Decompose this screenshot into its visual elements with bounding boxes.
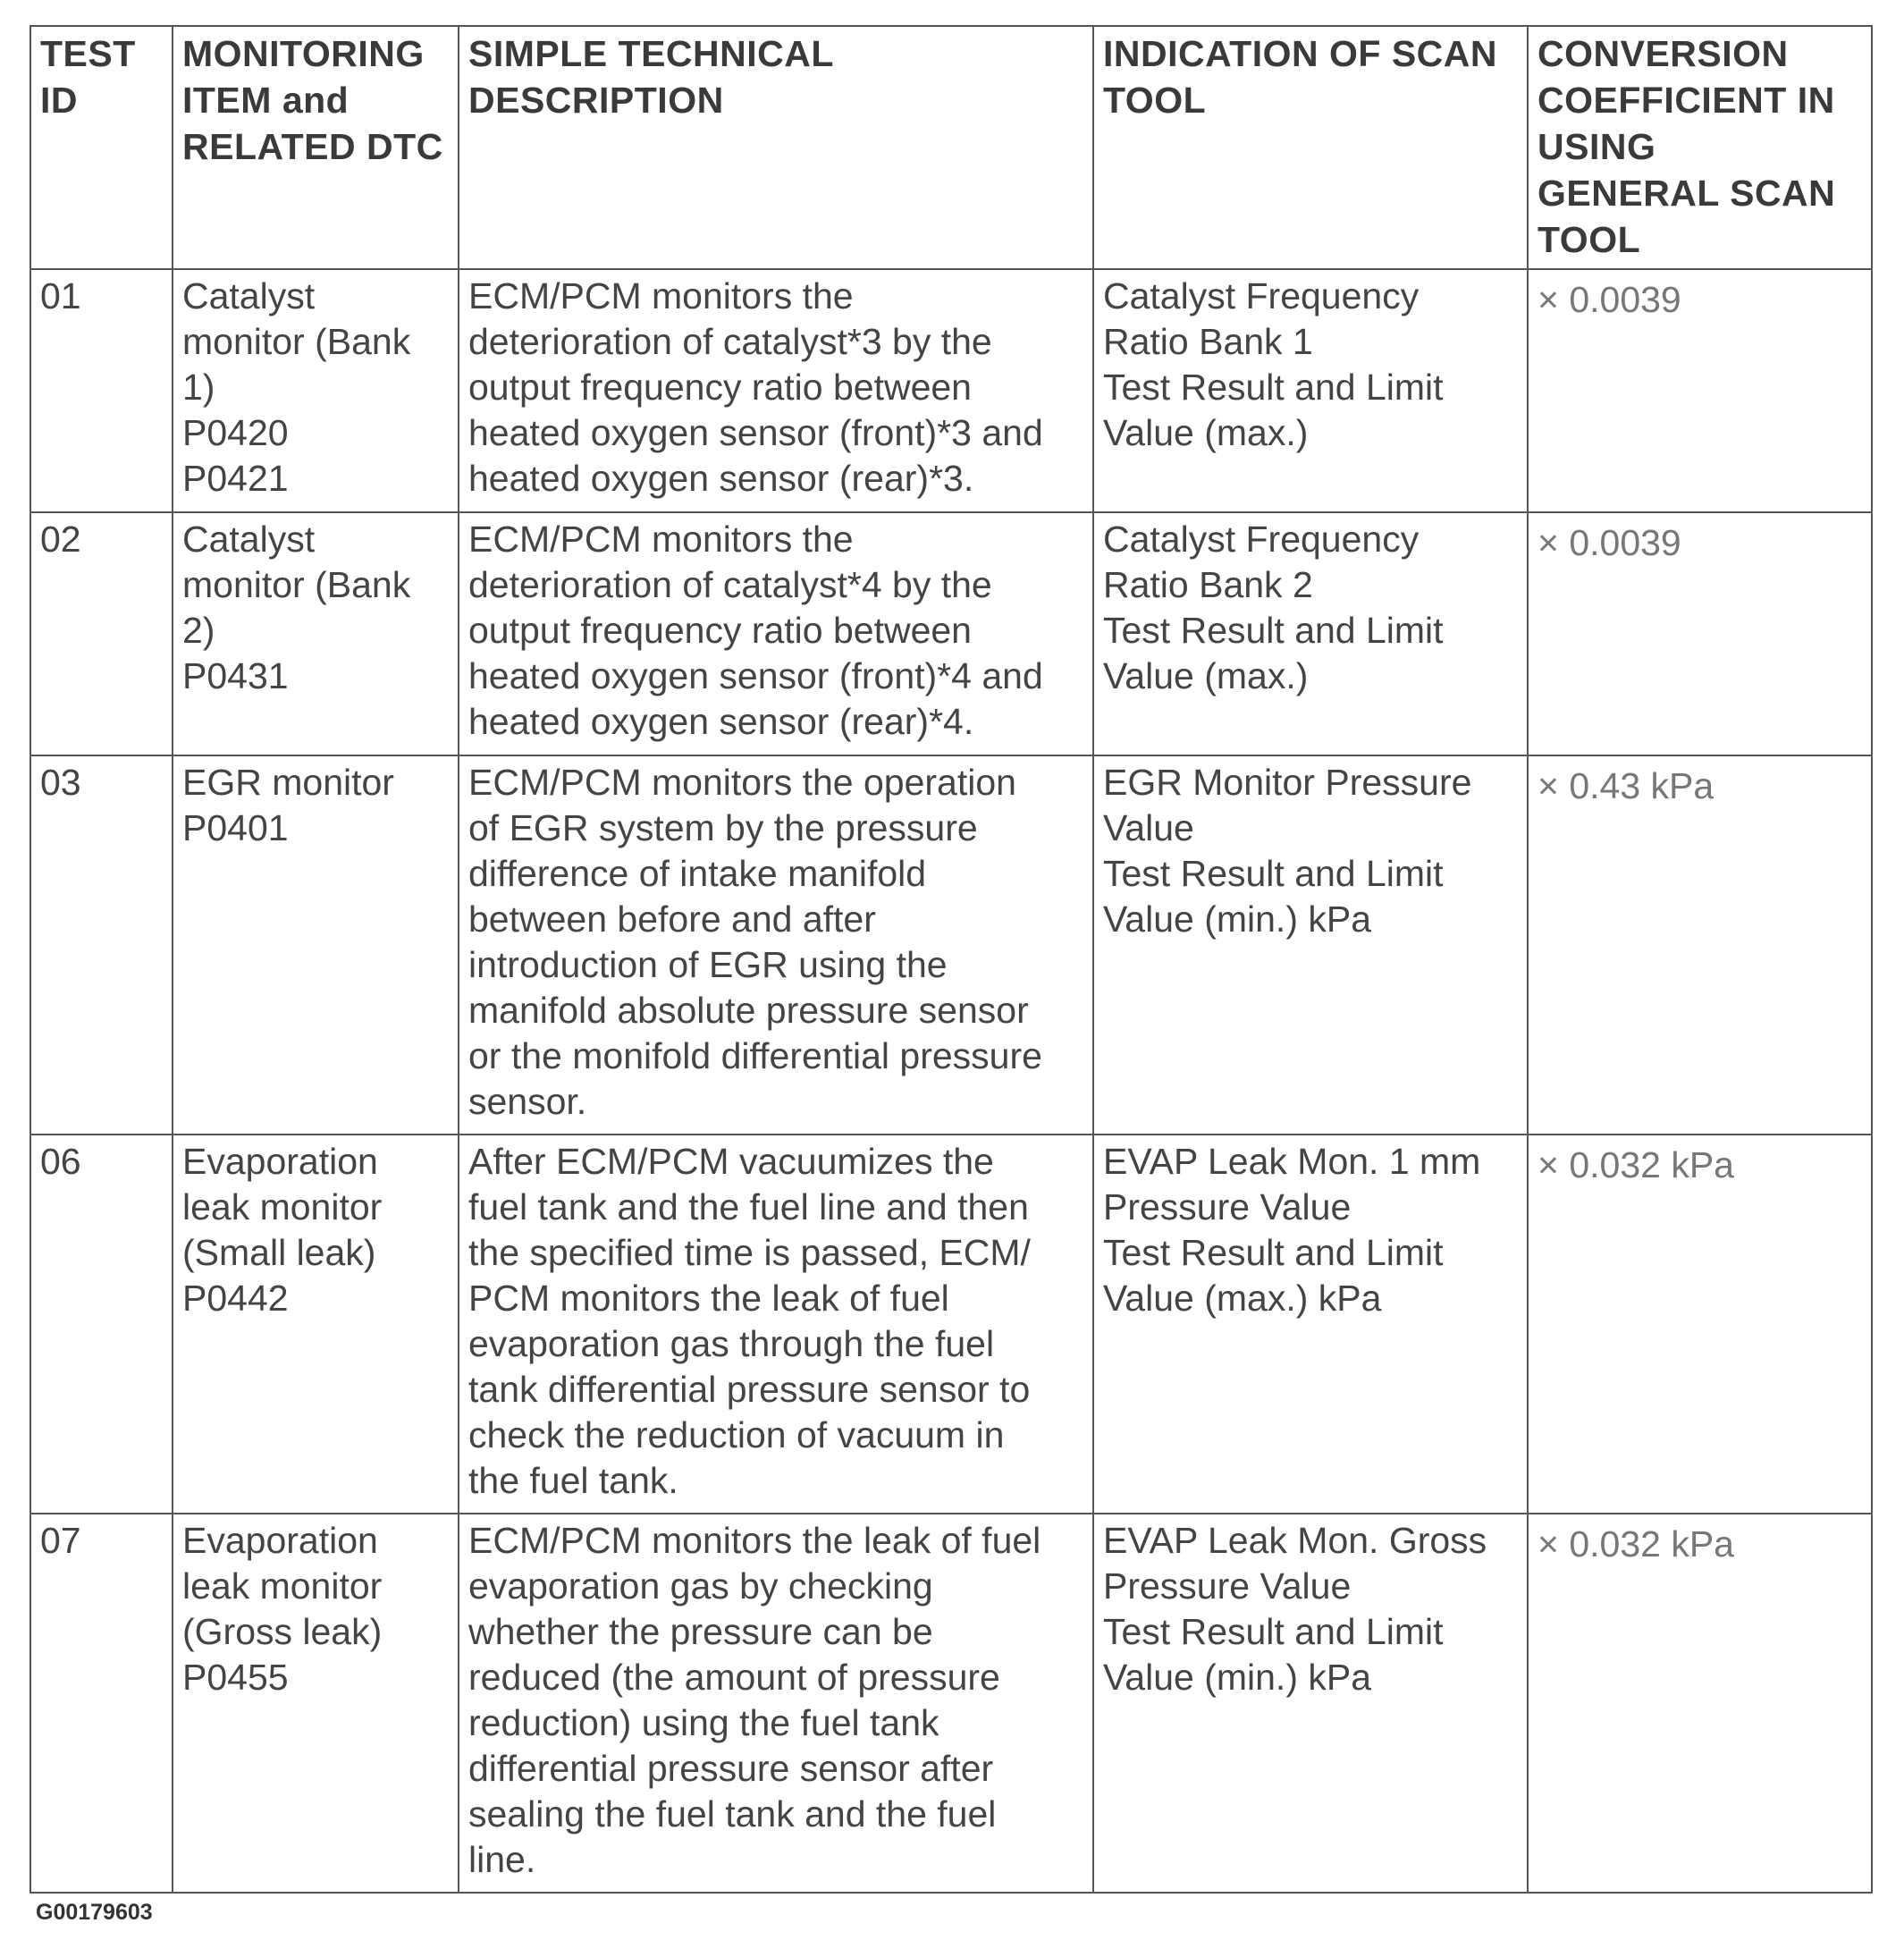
cell-text-line: Catalyst Frequency xyxy=(1103,519,1420,560)
cell-text-line: heated oxygen sensor (rear)*4. xyxy=(468,701,974,742)
cell-test-id xyxy=(30,755,173,1134)
cell-text-line: Test Result and Limit xyxy=(1103,1232,1444,1273)
cell-text-line: P0431 xyxy=(182,655,289,696)
cell-description xyxy=(459,1134,1093,1514)
cell-text-line: Ratio Bank 2 xyxy=(1103,564,1313,605)
cell-text-line: After ECM/PCM vacuumizes the xyxy=(468,1141,994,1182)
cell-text-line: Value (max.) xyxy=(1103,655,1309,696)
cell-text-line: P0442 xyxy=(182,1278,289,1319)
cell-text-line: CONVERSION xyxy=(1538,33,1789,74)
cell-text-line: ITEM and xyxy=(182,80,350,121)
cell-text-line: evaporation gas through the fuel xyxy=(468,1323,995,1364)
table-row xyxy=(30,512,1872,755)
cell-text-line: 2) xyxy=(182,610,215,651)
cell-text-line: Value (max.) kPa xyxy=(1103,1278,1382,1319)
cell-text-line: sensor. xyxy=(468,1081,587,1122)
cell-text-line: Evaporation xyxy=(182,1141,378,1182)
cell-text-line: TEST xyxy=(40,33,136,74)
header-monitoring-item xyxy=(173,26,459,269)
cell-text-line: 01 xyxy=(40,275,81,316)
cell-text-line: (Gross leak) xyxy=(182,1611,383,1652)
cell-text-line: 1) xyxy=(182,367,215,408)
cell-text-line: monitor (Bank xyxy=(182,564,411,605)
cell-text-line: TOOL xyxy=(1538,219,1641,260)
cell-text-line: Test Result and Limit xyxy=(1103,367,1444,408)
cell-text-line: differential pressure sensor after xyxy=(468,1748,994,1789)
cell-text-line: Value (min.) kPa xyxy=(1103,1657,1372,1698)
cell-text-line: INDICATION OF SCAN xyxy=(1103,33,1498,74)
cell-text-line: 03 xyxy=(40,762,81,803)
cell-text-line: SIMPLE TECHNICAL xyxy=(468,33,834,74)
cell-text-line: Test Result and Limit xyxy=(1103,853,1444,894)
cell-monitoring-item xyxy=(173,1134,459,1514)
cell-test-id xyxy=(30,1134,173,1514)
cell-text-line: Catalyst xyxy=(182,519,316,560)
cell-text-line: EGR Monitor Pressure xyxy=(1103,762,1472,803)
cell-text-line: (Small leak) xyxy=(182,1232,376,1273)
cell-text-line: or the monifold differential pressure xyxy=(468,1035,1042,1076)
cell-text-line: DESCRIPTION xyxy=(468,80,724,121)
table-row xyxy=(30,269,1872,512)
cell-coefficient xyxy=(1528,1514,1872,1893)
cell-indication xyxy=(1093,755,1528,1134)
cell-text-line: ID xyxy=(40,80,78,121)
cell-description xyxy=(459,512,1093,755)
table-row xyxy=(30,1134,1872,1514)
cell-text-line: between before and after xyxy=(468,898,876,940)
cell-description xyxy=(459,1514,1093,1893)
cell-coefficient xyxy=(1528,1134,1872,1514)
cell-text-line: introduction of EGR using the xyxy=(468,944,948,985)
monitor-test-table xyxy=(29,25,1873,1894)
cell-indication xyxy=(1093,512,1528,755)
cell-test-id xyxy=(30,512,173,755)
table-row xyxy=(30,755,1872,1134)
cell-text-line: P0420 xyxy=(182,412,289,453)
cell-coefficient xyxy=(1528,755,1872,1134)
cell-text-line: 02 xyxy=(40,519,81,560)
cell-text-line: deterioration of catalyst*3 by the xyxy=(468,321,992,362)
cell-text-line: difference of intake manifold xyxy=(468,853,927,894)
cell-text-line: 07 xyxy=(40,1520,81,1561)
table-header-row xyxy=(30,26,1872,269)
cell-text-line: Value (min.) kPa xyxy=(1103,898,1372,940)
cell-text-line: leak monitor xyxy=(182,1186,383,1227)
cell-coefficient xyxy=(1528,512,1872,755)
cell-text-line: MONITORING xyxy=(182,33,425,74)
cell-text-line: Evaporation xyxy=(182,1520,378,1561)
cell-text-line: EVAP Leak Mon. Gross xyxy=(1103,1520,1487,1561)
cell-text-line: Catalyst xyxy=(182,275,316,316)
header-technical-description xyxy=(459,26,1093,269)
cell-coefficient xyxy=(1528,269,1872,512)
header-conversion-coefficient xyxy=(1528,26,1872,269)
cell-monitoring-item xyxy=(173,1514,459,1893)
cell-text-line: Test Result and Limit xyxy=(1103,1611,1444,1652)
cell-text-line: heated oxygen sensor (front)*3 and xyxy=(468,412,1043,453)
cell-text-line: P0455 xyxy=(182,1657,289,1698)
cell-text-line: × 0.032 kPa xyxy=(1538,1144,1734,1185)
cell-text-line: whether the pressure can be xyxy=(468,1611,933,1652)
cell-text-line: Catalyst Frequency xyxy=(1103,275,1420,316)
cell-text-line: sealing the fuel tank and the fuel xyxy=(468,1793,997,1835)
cell-text-line: Value xyxy=(1103,807,1194,848)
cell-text-line: deterioration of catalyst*4 by the xyxy=(468,564,992,605)
cell-monitoring-item xyxy=(173,512,459,755)
cell-text-line: monitor (Bank xyxy=(182,321,411,362)
cell-text-line: Pressure Value xyxy=(1103,1565,1352,1607)
cell-text-line: Value (max.) xyxy=(1103,412,1309,453)
cell-text-line: leak monitor xyxy=(182,1565,383,1607)
cell-test-id xyxy=(30,1514,173,1893)
cell-text-line: ECM/PCM monitors the xyxy=(468,519,854,560)
cell-text-line: Pressure Value xyxy=(1103,1186,1352,1227)
cell-description xyxy=(459,269,1093,512)
cell-text-line: EGR monitor xyxy=(182,762,394,803)
header-scan-tool-indication xyxy=(1093,26,1528,269)
cell-monitoring-item xyxy=(173,269,459,512)
cell-indication xyxy=(1093,1514,1528,1893)
cell-text-line: PCM monitors the leak of fuel xyxy=(468,1278,949,1319)
cell-text-line: GENERAL SCAN xyxy=(1538,173,1836,214)
cell-text-line: the specified time is passed, ECM/ xyxy=(468,1232,1031,1273)
cell-text-line: Ratio Bank 1 xyxy=(1103,321,1313,362)
cell-text-line: COEFFICIENT IN xyxy=(1538,80,1835,121)
cell-text-line: 06 xyxy=(40,1141,81,1182)
header-test-id xyxy=(30,26,173,269)
cell-text-line: × 0.0039 xyxy=(1538,522,1681,563)
cell-text-line: manifold absolute pressure sensor xyxy=(468,990,1029,1031)
cell-text-line: × 0.0039 xyxy=(1538,279,1681,320)
cell-text-line: ECM/PCM monitors the operation xyxy=(468,762,1016,803)
cell-text-line: EVAP Leak Mon. 1 mm xyxy=(1103,1141,1481,1182)
cell-text-line: × 0.032 kPa xyxy=(1538,1523,1734,1565)
cell-text-line: TOOL xyxy=(1103,80,1207,121)
cell-monitoring-item xyxy=(173,755,459,1134)
cell-text-line: output frequency ratio between xyxy=(468,367,972,408)
cell-text-line: USING xyxy=(1538,126,1656,167)
cell-text-line: ECM/PCM monitors the xyxy=(468,275,854,316)
cell-indication xyxy=(1093,1134,1528,1514)
cell-text-line: output frequency ratio between xyxy=(468,610,972,651)
cell-test-id xyxy=(30,269,173,512)
cell-text-line: RELATED DTC xyxy=(182,126,443,167)
cell-text-line: × 0.43 kPa xyxy=(1538,765,1714,806)
cell-text-line: tank differential pressure sensor to xyxy=(468,1369,1031,1410)
cell-text-line: P0401 xyxy=(182,807,289,848)
figure-id: G00179603 xyxy=(36,1900,153,1925)
table-row xyxy=(30,1514,1872,1893)
cell-text-line: of EGR system by the pressure xyxy=(468,807,978,848)
cell-indication xyxy=(1093,269,1528,512)
cell-text-line: P0421 xyxy=(182,458,289,499)
cell-text-line: reduction) using the fuel tank xyxy=(468,1702,939,1743)
cell-text-line: heated oxygen sensor (front)*4 and xyxy=(468,655,1043,696)
cell-text-line: the fuel tank. xyxy=(468,1460,678,1501)
cell-text-line: Test Result and Limit xyxy=(1103,610,1444,651)
cell-text-line: fuel tank and the fuel line and then xyxy=(468,1186,1029,1227)
cell-text-line: reduced (the amount of pressure xyxy=(468,1657,1000,1698)
cell-text-line: evaporation gas by checking xyxy=(468,1565,933,1607)
cell-text-line: check the reduction of vacuum in xyxy=(468,1414,1005,1455)
cell-description xyxy=(459,755,1093,1134)
cell-text-line: heated oxygen sensor (rear)*3. xyxy=(468,458,974,499)
cell-text-line: line. xyxy=(468,1839,536,1880)
cell-text-line: ECM/PCM monitors the leak of fuel xyxy=(468,1520,1041,1561)
